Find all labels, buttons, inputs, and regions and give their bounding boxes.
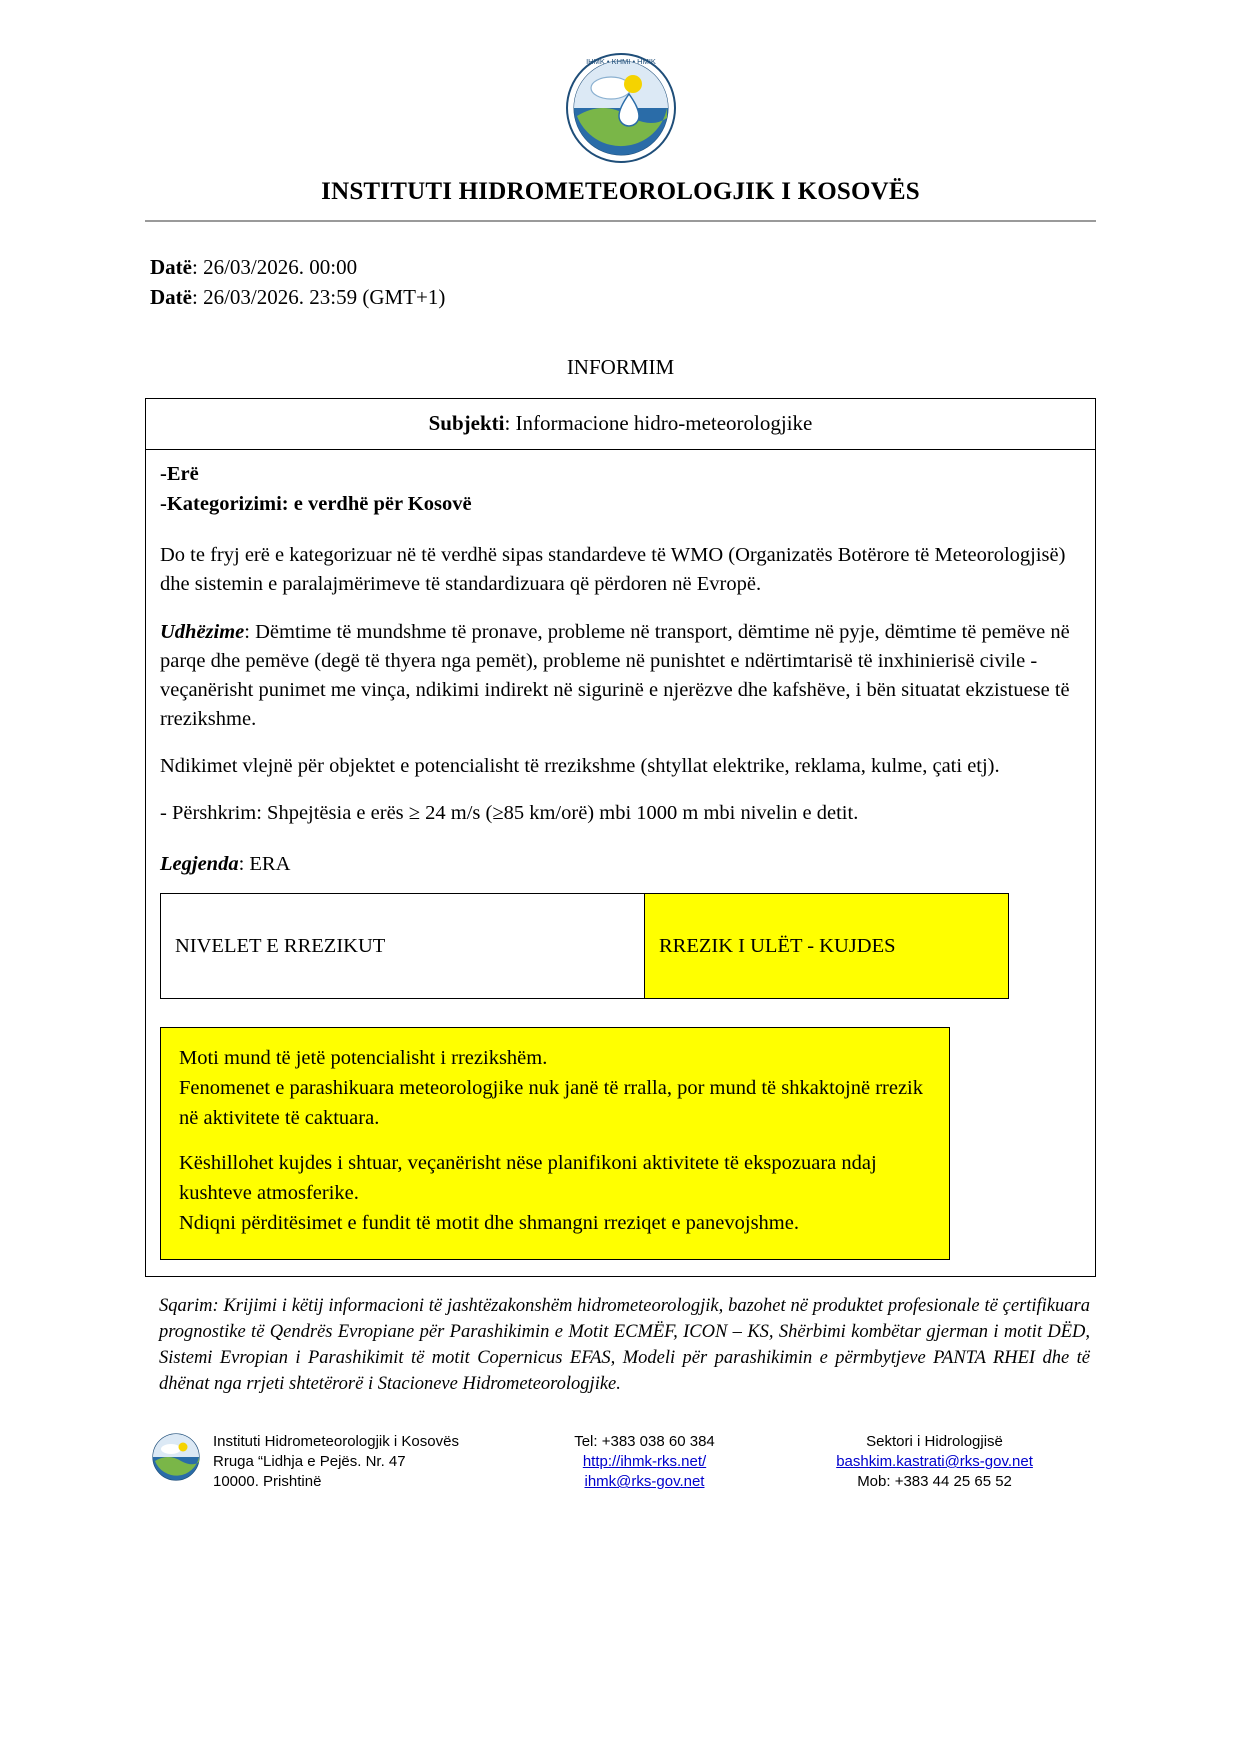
advisory-line-1: Moti mund të jetë potencialisht i rrezikshëm.	[179, 1047, 548, 1070]
advisory-line-3: Këshillohet kujdes i shtuar, veçanërisht nëse planifikoni aktivitete të ekspozuara ndaj kushteve atmosferike.	[179, 1152, 877, 1205]
footer-sector	[793, 1432, 1096, 1493]
legend-label: Legjenda	[160, 853, 239, 876]
source-footnote: Sqarim: Krijimi i këtij informacioni të jashtëzakonshëm hidrometeorologjik, bazohet në produktet profesionale të çertifikuara prognostike të Qendrës Evropiane për Parashikimin e Motit ECMËF, ICON – KS, Shërbimi kombëtar gjerman i motit DËD, Sistemi Evropian i Parashikimit të motit Copernicus EFAS, Modeli për parashikimin e përmbytjeve PANTA RHEI dhe të dhënat nga rrjeti shtetërorë i Stacioneve Hidrometeorologjike.	[159, 1295, 1090, 1395]
footer-mobile: Mob: +383 44 25 65 52	[857, 1473, 1012, 1491]
subject-value: : Informacione hidro-meteorologjike	[504, 410, 813, 435]
paragraph-guidance	[160, 618, 1081, 734]
guidance-text: : Dëmtime të mundshme të pronave, probleme në transport, dëmtime në pyje, dëmtime të pemëve në parqe dhe pemëve (degë të thyera nga pemët), probleme në punishtet e ndërtimtarisë të inxhinierisë civile - veçanërisht punimet me vinça, ndikimi indirekt në sigurinë e njerëzve dhe kafshëve, i bën situatat ekzistuese të rrezikshme.	[160, 620, 1070, 730]
institute-logo	[145, 50, 1096, 170]
footer-sector-email-link[interactable]: bashkim.kastrati@rks-gov.net	[836, 1452, 1033, 1470]
footer-phone: Tel: +383 038 60 384	[574, 1432, 715, 1450]
date-block	[150, 252, 1096, 313]
subject-label: Subjekti	[428, 410, 505, 435]
footer-contact	[516, 1432, 793, 1493]
paragraph-description: - Përshkrim: Shpejtësia e erës ≥ 24 m/s (≥85 km/orë) mbi 1000 m mbi nivelin e detit.	[160, 802, 859, 825]
date-start-value: : 26/03/2026. 00:00	[191, 255, 358, 279]
svg-text:IHMK • KHMI • HMIK: IHMK • KHMI • HMIK	[585, 57, 656, 66]
legend-heading	[160, 850, 1081, 879]
risk-levels-cell: NIVELET E RREZIKUT	[161, 894, 645, 999]
bulletin-body	[146, 450, 1095, 1276]
advisory-box	[160, 1027, 950, 1259]
informim-heading: INFORMIM	[566, 354, 675, 379]
guidance-label: Udhëzime	[160, 620, 245, 643]
advisory-line-2: Fenomenet e parashikuara meteorologjike nuk janë të rralla, por mund të shkaktojnë rrezik në aktivitete të caktuara.	[179, 1077, 923, 1129]
advisory-spacer	[179, 1133, 931, 1149]
headline-phenomenon: -Erë	[160, 462, 199, 485]
footer-city: 10000. Prishtinë	[213, 1473, 322, 1491]
subject-row	[146, 399, 1095, 450]
footer-address	[213, 1432, 516, 1493]
footer-logo-icon	[145, 1432, 207, 1482]
date-end-label: Datë	[150, 285, 192, 310]
advisory-line-4: Ndiqni përditësimet e fundit të motit dhe shmangni rreziqet e panevojshme.	[179, 1211, 799, 1234]
paragraph-impacts: Ndikimet vlejnë për objektet e potencialisht të rrezikshme (shtyllat elektrike, reklama, kulme, çati etj).	[160, 754, 1000, 777]
footer-email-link[interactable]: ihmk@rks-gov.net	[584, 1473, 705, 1491]
page-title: INSTITUTI HIDROMETEOROLOGJIK I KOSOVËS	[321, 178, 920, 205]
logo-graphic	[541, 50, 701, 170]
date-start-row	[150, 252, 1096, 282]
date-end-row	[150, 282, 1096, 312]
risk-level-badge: RREZIK I ULËT - KUJDES	[645, 894, 1009, 999]
header-divider	[145, 220, 1096, 222]
bulletin-box	[145, 398, 1096, 1277]
footer-institute-name: Instituti Hidrometeorologjik i Kosovës	[213, 1432, 459, 1450]
date-end-value: : 26/03/2026. 23:59 (GMT+1)	[191, 285, 446, 310]
footer-website-link[interactable]: http://ihmk-rks.net/	[582, 1452, 707, 1470]
page-footer	[145, 1432, 1096, 1493]
paragraph-forecast: Do te fryj erë e kategorizuar në të verdhë sipas standardeve të WMO (Organizatës Botërore të Meteorologjisë) dhe sistemin e paralajmërimeve të standardizuara që përdoren në Evropë.	[160, 544, 1066, 596]
footer-street: Rruga “Lidhja e Pejës. Nr. 47	[213, 1452, 406, 1470]
legend-table	[160, 893, 1009, 999]
table-row	[161, 894, 1009, 999]
headline-category: -Kategorizimi: e verdhë për Kosovë	[160, 492, 472, 515]
legend-value: : ERA	[238, 853, 291, 876]
date-start-label: Datë	[150, 255, 192, 279]
footer-sector-name: Sektori i Hidrologjisë	[866, 1432, 1003, 1450]
